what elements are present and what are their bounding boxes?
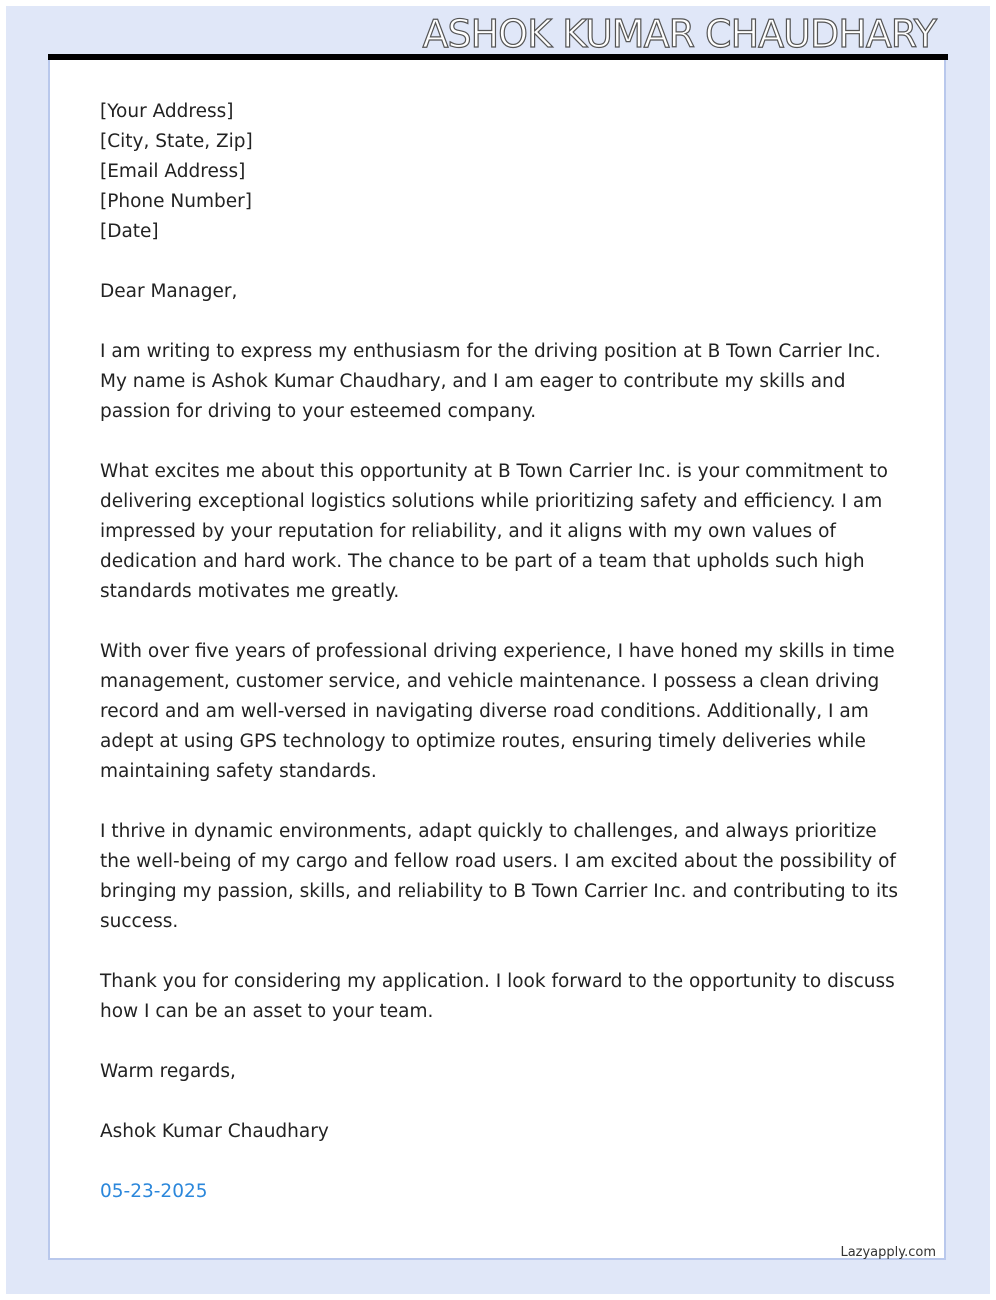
closing: Warm regards, (100, 1061, 236, 1082)
sender-email: [Email Address] (100, 161, 246, 182)
watermark: Lazyapply.com (840, 1245, 936, 1260)
sender-date: [Date] (100, 221, 159, 242)
sender-address: [Your Address] (100, 101, 234, 122)
letter-paragraph: What excites me about this opportunity at B Town Carrier Inc. is your commitment to delivering exceptional logistics solutions while prioritizing safety and efficiency. I am impressed by your reputation for reliability, and it aligns with my own values of dedication and hard work. The chance to be part of a team that upholds such high standards motivates me greatly. (100, 461, 888, 602)
letter-paragraph: I thrive in dynamic environments, adapt quickly to challenges, and always prioritize the well-being of my cargo and fellow road users. I am excited about the possibility of bringing my passion, skills, and reliability to B Town Carrier Inc. and contributing to its success. (100, 821, 898, 932)
letter-paragraph: I am writing to express my enthusiasm for the driving position at B Town Carrier Inc. My name is Ashok Kumar Chaudhary, and I am eager to contribute my skills and passion for driving to your esteemed company. (100, 341, 881, 422)
signed-date: 05-23-2025 (100, 1181, 208, 1202)
sender-phone: [Phone Number] (100, 191, 252, 212)
signature-name: Ashok Kumar Chaudhary (100, 1121, 329, 1142)
sender-address-block (100, 97, 900, 247)
sender-city-state-zip: [City, State, Zip] (100, 131, 253, 152)
letter-paragraph: With over five years of professional driving experience, I have honed my skills in time management, customer service, and vehicle maintenance. I possess a clean driving record and am well-versed in navigating diverse road conditions. Additionally, I am adept at using GPS technology to optimize routes, ensuring timely deliveries while maintaining safety standards. (100, 641, 895, 782)
letter-paragraph: Thank you for considering my application. I look forward to the opportunity to discuss how I can be an asset to your team. (100, 971, 895, 1022)
salutation: Dear Manager, (100, 281, 238, 302)
applicant-name-header: ASHOK KUMAR CHAUDHARY (422, 12, 936, 56)
letter-body (100, 97, 900, 1237)
